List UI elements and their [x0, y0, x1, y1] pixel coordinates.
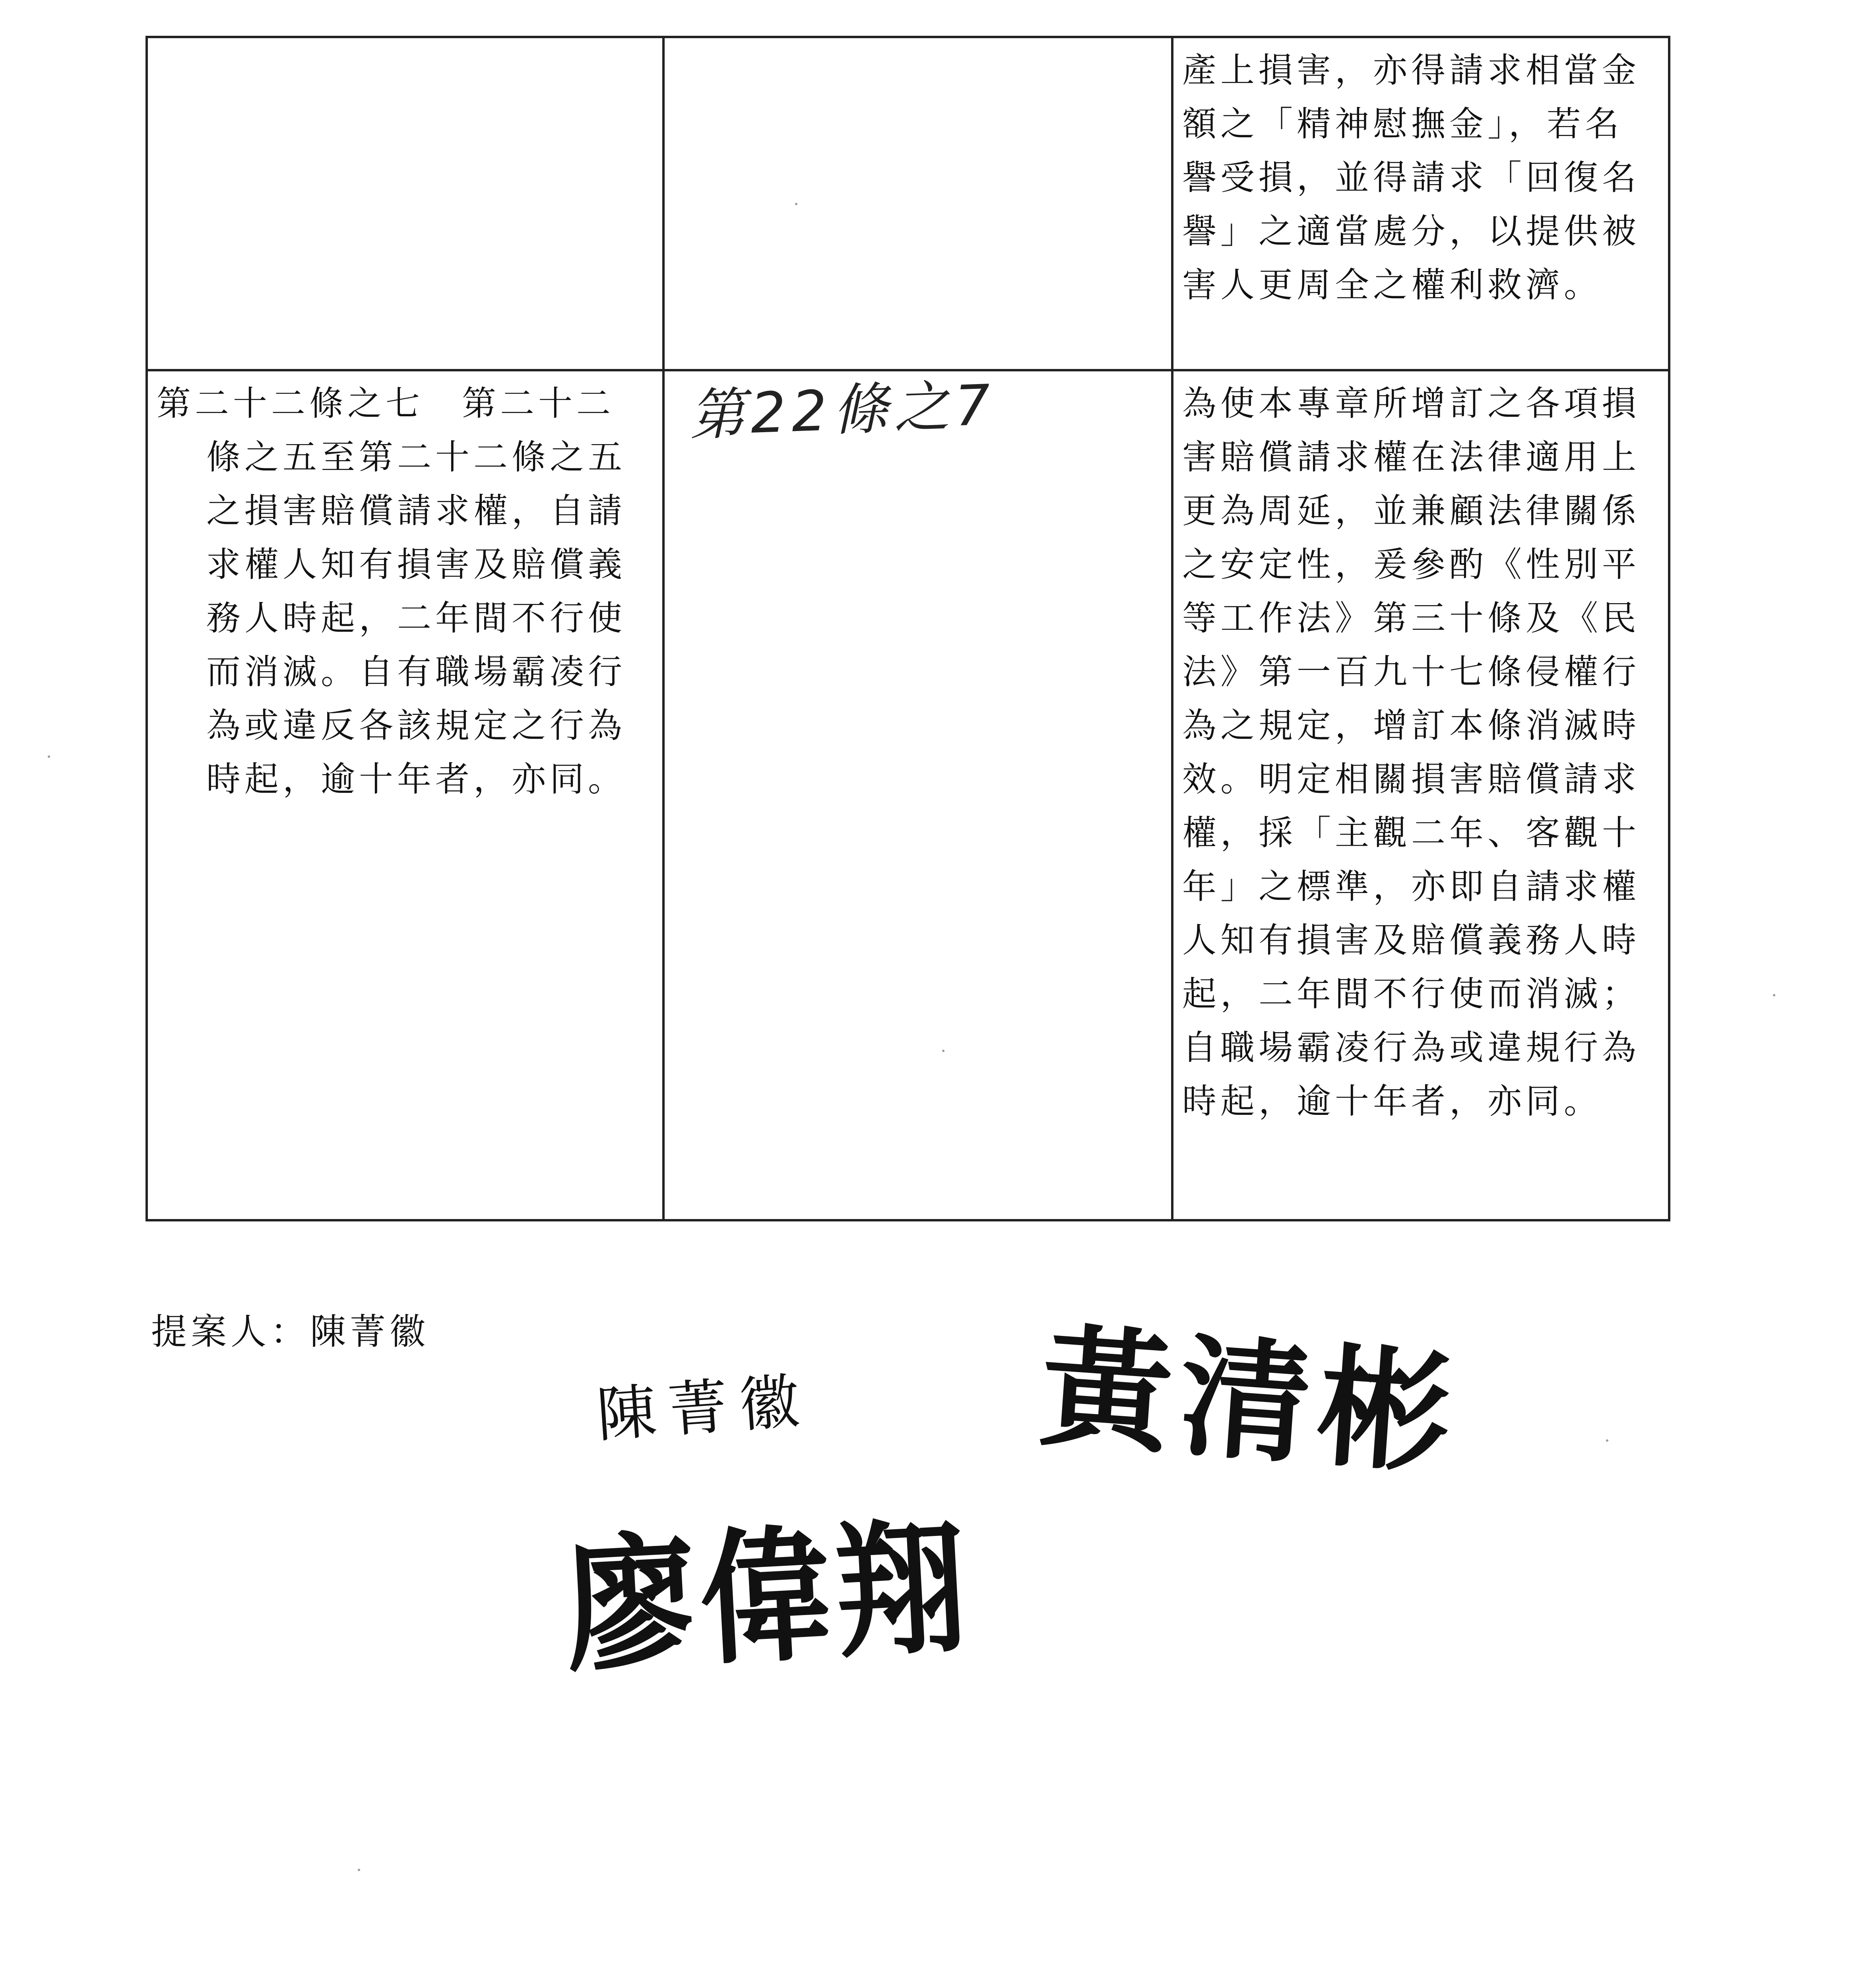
scan-speck [1773, 994, 1775, 996]
scan-speck [795, 203, 797, 205]
article-lead-text: 第二十二 [462, 384, 615, 423]
explanation-cell: 產上損害，亦得請求相當金額之「精神慰撫金」，若名譽受損，並得請求「回復名譽」之適當處分，以提供被害人更周全之權利救濟。 [1172, 37, 1669, 370]
proposer-label: 提案人：陳菁徽 [151, 1311, 429, 1353]
explanation-cell: 為使本專章所增訂之各項損害賠償請求權在法律適用上更為周延，並兼顧法律關係之安定性，爰參酌《性別平等工作法》第三十條及《民法》第一百九十七條侵權行為之規定，增訂本條消滅時效。明定相關損害賠償請求權，採「主觀二年、客觀十年」之標準，亦即自請求權人知有損害及賠償義務人時起，二年間不行使而消滅；自職場霸凌行為或違規行為時起，逾十年者，亦同。 [1172, 370, 1669, 1220]
scan-speck [1606, 1439, 1608, 1442]
amendment-table [145, 36, 1670, 1221]
article-text-cell [147, 370, 663, 1220]
article-body: 條之五至第二十二條之五之損害賠償請求權，自請求權人知有損害及賠償義務人時起，二年間不行使而消滅。自有職場霸凌行為或違反各該規定之行為時起，逾十年者，亦同。 [206, 437, 626, 799]
scan-speck [358, 1869, 360, 1871]
current-text-cell [663, 370, 1172, 1220]
table-row [147, 37, 1669, 370]
article-text-cell [147, 37, 663, 370]
article-heading [157, 377, 654, 431]
scan-speck [48, 755, 50, 758]
table-row [147, 370, 1669, 1220]
article-number: 第二十二條之七 [157, 384, 424, 423]
scan-speck [942, 1050, 945, 1052]
current-text-cell [663, 37, 1172, 370]
signature-1: 陳菁徽 [594, 1366, 814, 1450]
signature-2: 廖偉翔 [561, 1503, 975, 1692]
handwritten-article-number: 第22條之7 [688, 373, 997, 448]
signature-3: 黃清彬 [1036, 1310, 1463, 1493]
